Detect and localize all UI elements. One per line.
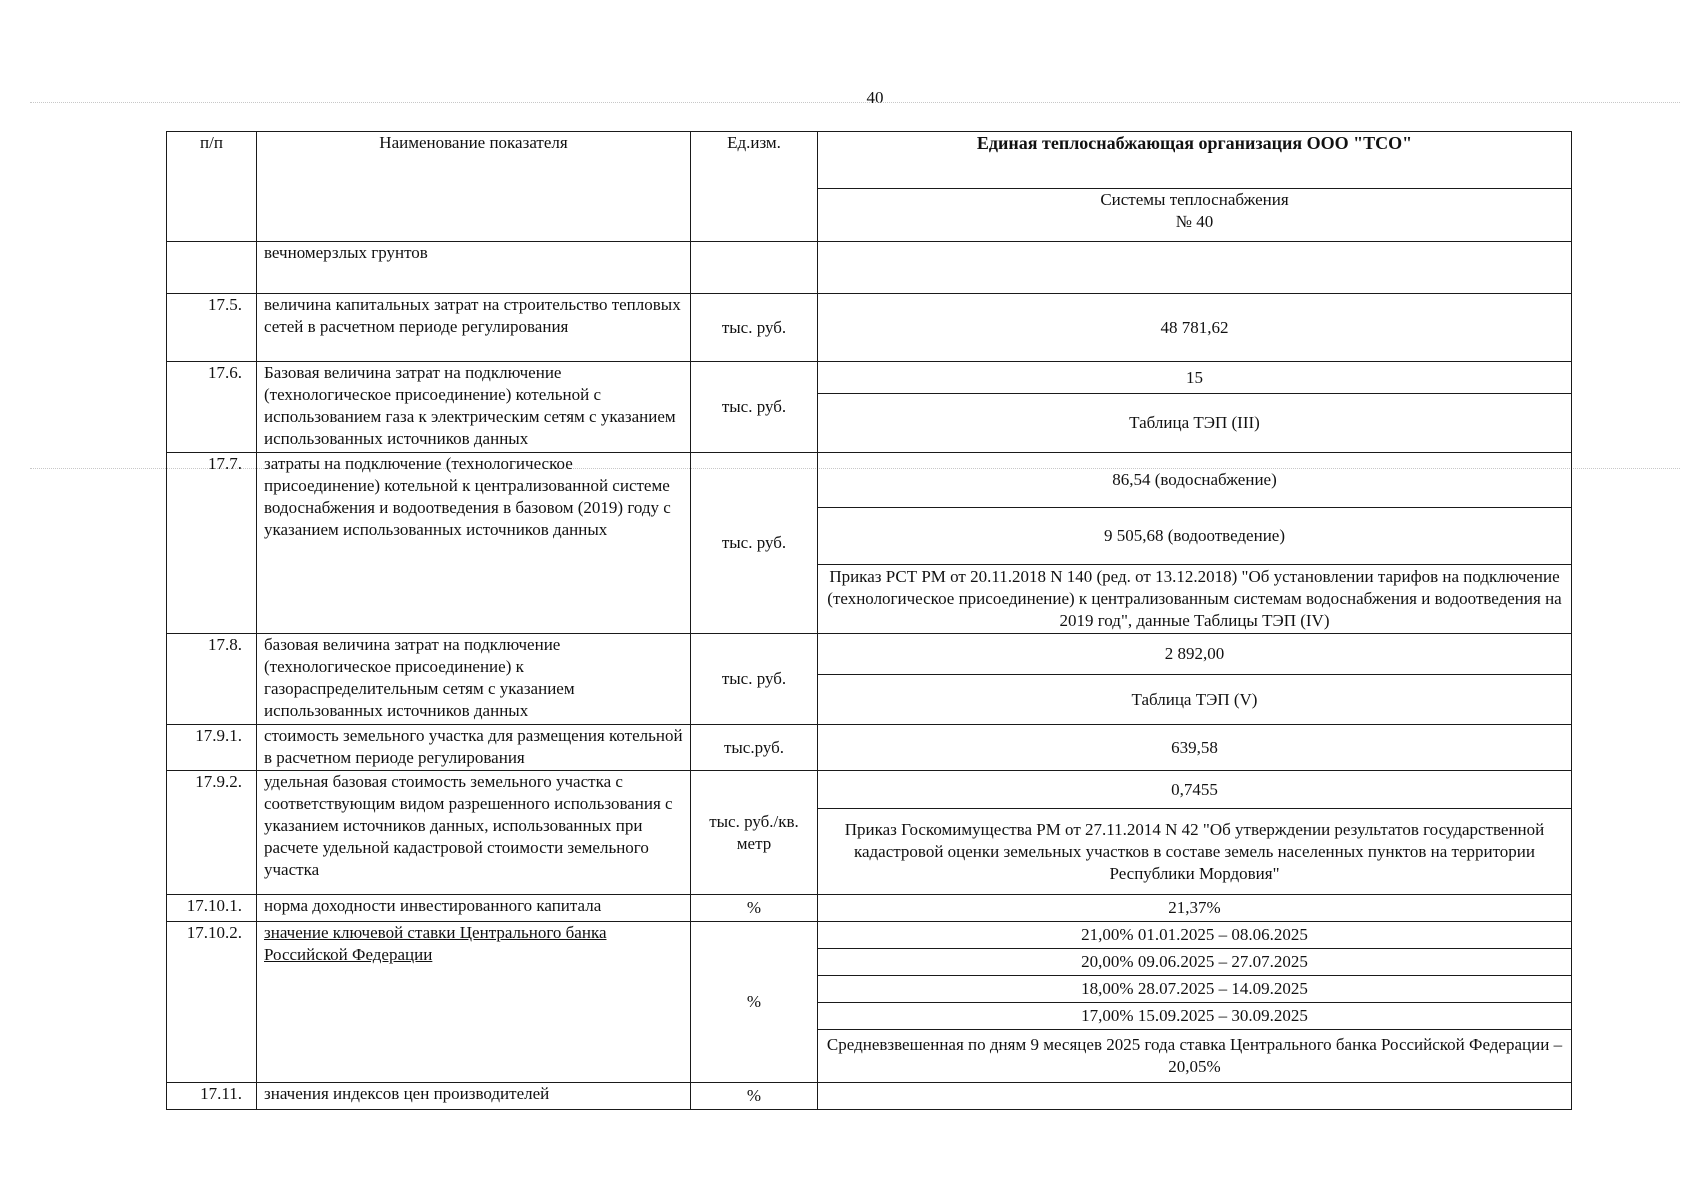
value [818, 1083, 1572, 1110]
row-number: 17.11. [167, 1083, 257, 1110]
table-row [167, 922, 1572, 949]
unit: тыс. руб. [691, 634, 818, 725]
indicator-name: величина капитальных затрат на строительство тепловых сетей в расчетном периоде регулирования [257, 294, 691, 362]
row-number: 17.9.1. [167, 725, 257, 771]
indicator-name: вечномерзлых грунтов [257, 242, 691, 294]
indicator-name: Базовая величина затрат на подключение (технологическое присоединение) котельной с использованием газа к электрическим сетям с указанием использованных источников данных [257, 362, 691, 453]
table-row [167, 634, 1572, 675]
value: 2 892,00 [818, 634, 1572, 675]
value-source: Приказ Госкомимущества РМ от 27.11.2014 N 42 "Об утверждении результатов государственной кадастровой оценки земельных участков в составе земель населенных пунктов на территории Республики Мордовия" [818, 809, 1572, 895]
key-rate-period: 20,00% 09.06.2025 – 27.07.2025 [818, 949, 1572, 976]
table-row [167, 1083, 1572, 1110]
indicator-name: значения индексов цен производителей [257, 1083, 691, 1110]
key-rate-period: 18,00% 28.07.2025 – 14.09.2025 [818, 976, 1572, 1003]
value: 48 781,62 [818, 294, 1572, 362]
value-source: Таблица ТЭП (III) [818, 394, 1572, 453]
unit: % [691, 895, 818, 922]
indicator-name: удельная базовая стоимость земельного участка с соответствующим видом разрешенного использования с указанием источников данных, использованных при расчете удельной кадастровой стоимости земельного участка [257, 771, 691, 895]
scan-artifact-line [30, 102, 1680, 103]
unit: тыс. руб. [691, 453, 818, 634]
row-number: 17.7. [167, 453, 257, 634]
unit: тыс. руб. [691, 362, 818, 453]
value-source: Таблица ТЭП (V) [818, 675, 1572, 725]
value-source: Приказ РСТ РМ от 20.11.2018 N 140 (ред. от 13.12.2018) "Об установлении тарифов на подключение (технологическое присоединение) к централизованным системам водоснабжения и водоотведения на 2019 год", данные Таблицы ТЭП (IV) [818, 565, 1572, 634]
indicator-name: базовая величина затрат на подключение (технологическое присоединение) к газораспределительным сетям с указанием использованных источников данных [257, 634, 691, 725]
row-number: 17.5. [167, 294, 257, 362]
unit: тыс. руб. [691, 294, 818, 362]
header-heating-system: Системы теплоснабжения № 40 [818, 189, 1572, 242]
unit: % [691, 1083, 818, 1110]
page-number: 40 [866, 88, 884, 107]
table-row [167, 895, 1572, 922]
value: 86,54 (водоснабжение) [818, 453, 1572, 508]
table-row [167, 362, 1572, 394]
table-row [167, 294, 1572, 362]
unit: % [691, 922, 818, 1083]
table-row [167, 725, 1572, 771]
unit: тыс.руб. [691, 725, 818, 771]
value: 21,37% [818, 895, 1572, 922]
header-organization: Единая теплоснабжающая организация ООО "ТСО" [818, 132, 1572, 189]
indicators-table [166, 131, 1572, 1110]
value: 9 505,68 (водоотведение) [818, 508, 1572, 565]
key-rate-weighted-average: Средневзвешенная по дням 9 месяцев 2025 года ставка Центрального банка Российской Федерации – 20,05% [818, 1030, 1572, 1083]
indicator-name: стоимость земельного участка для размещения котельной в расчетном периоде регулирования [257, 725, 691, 771]
row-number: 17.9.2. [167, 771, 257, 895]
row-number: 17.8. [167, 634, 257, 725]
header-no: п/п [167, 132, 257, 242]
row-number: 17.10.2. [167, 922, 257, 1083]
table-row [167, 242, 1572, 294]
header-unit: Ед.изм. [691, 132, 818, 242]
indicator-name: значение ключевой ставки Центрального банка Российской Федерации [257, 922, 691, 1083]
key-rate-period: 17,00% 15.09.2025 – 30.09.2025 [818, 1003, 1572, 1030]
key-rate-period: 21,00% 01.01.2025 – 08.06.2025 [818, 922, 1572, 949]
unit: тыс. руб./кв. метр [691, 771, 818, 895]
header-indicator-name: Наименование показателя [257, 132, 691, 242]
row-number: 17.10.1. [167, 895, 257, 922]
row-number: 17.6. [167, 362, 257, 453]
value: 0,7455 [818, 771, 1572, 809]
value: 15 [818, 362, 1572, 394]
table-row [167, 453, 1572, 508]
value: 639,58 [818, 725, 1572, 771]
table-row [167, 771, 1572, 809]
indicator-name: затраты на подключение (технологическое присоединение) котельной к централизованной системе водоснабжения и водоотведения в базовом (2019) году с указанием использованных источников данных [257, 453, 691, 634]
indicator-name: норма доходности инвестированного капитала [257, 895, 691, 922]
